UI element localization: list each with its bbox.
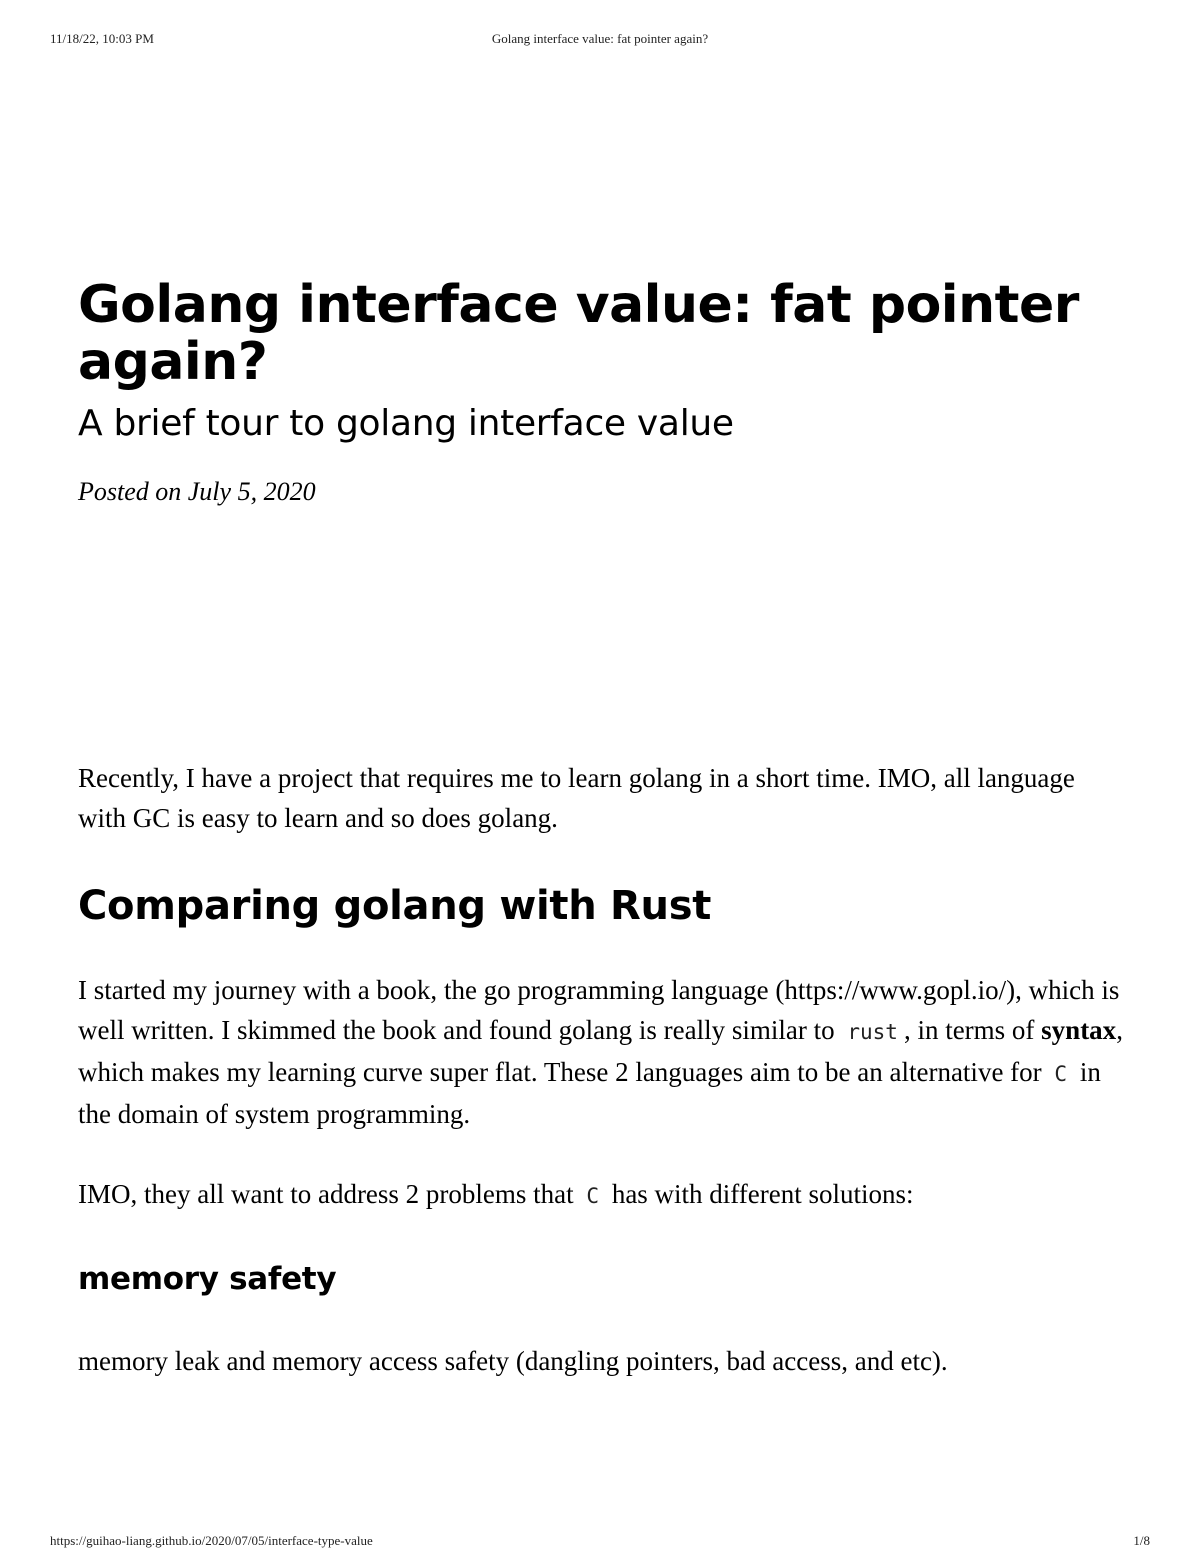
gopl-link[interactable]: the go programming language (https://www.gopl.io/) [443,975,1016,1005]
post-subtitle: A brief tour to golang interface value [78,403,734,444]
print-datetime: 11/18/22, 10:03 PM [50,31,154,46]
print-page-title: Golang interface value: fat pointer again? [491,31,709,46]
paragraph-text: IMO, they all want to address 2 problems that [78,1179,581,1209]
subsection-heading-memory-safety: memory safety [78,1261,337,1297]
paragraph-memory-leak: memory leak and memory access safety (dangling pointers, bad access, and etc). [78,1346,948,1376]
paragraph-text: , in terms of [903,1015,1042,1045]
section-heading-comparing: Comparing golang with Rust [78,883,712,929]
inline-code-rust: rust [847,1020,898,1044]
paragraph-text: I started my journey with a book, [78,975,444,1005]
paragraph-text: has with different solutions: [605,1179,914,1209]
bold-syntax: syntax [1041,1015,1117,1045]
paragraph-text: , which makes my learning curve super flat. These 2 languages aim to be an alternative for [78,1015,1123,1087]
print-page-number: 1/8 [1133,1533,1150,1548]
paragraph-text: , which is well written. I skimmed the book and found golang is really similar to [78,975,1120,1045]
print-header [50,31,1150,49]
paragraph-problems [78,1174,1128,1216]
print-footer [50,1533,1150,1551]
print-url: https://guihao-liang.github.io/2020/07/05/interface-type-value [50,1533,373,1548]
post-header [78,277,1128,508]
post-meta: Posted on July 5, 2020 [78,477,316,506]
paragraph-journey [78,970,1128,1134]
post-title: Golang interface value: fat pointer again? [78,275,1079,392]
inline-code-c: C [1054,1062,1068,1086]
paragraph-text: in the domain of system programming. [78,1057,1101,1129]
intro-paragraph: Recently, I have a project that requires me to learn golang in a short time. IMO, all language with GC is easy to learn and so does golang. [78,763,1075,833]
inline-code-c: C [586,1184,600,1208]
article-content [78,758,1128,1381]
